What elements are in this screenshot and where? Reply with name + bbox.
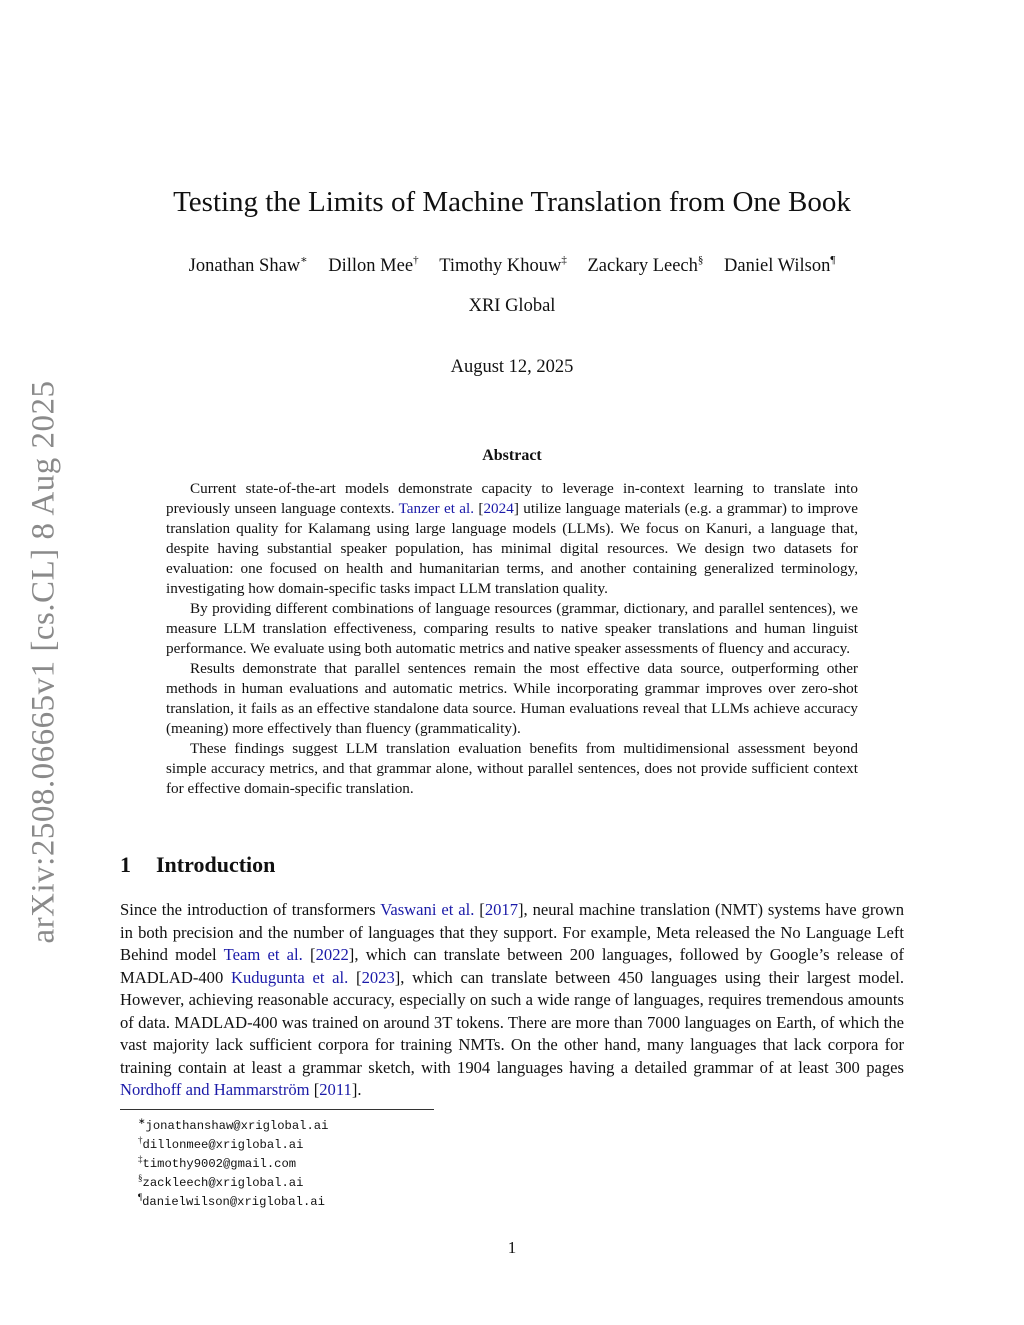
footnote-mark: †: [138, 1135, 143, 1145]
footnote-email: dillonmee@xriglobal.ai: [142, 1138, 304, 1152]
abstract-paragraph: [166, 479, 858, 599]
author-mark: †: [413, 254, 419, 266]
intro-text: Since the introduction of transformers: [120, 900, 381, 919]
author-mark: ¶: [830, 254, 836, 266]
section-heading: [120, 851, 275, 879]
author-name: Zackary Leech: [587, 256, 698, 276]
author: [439, 254, 567, 278]
footnote: [138, 1117, 328, 1136]
footnote-divider: [120, 1109, 434, 1110]
affiliation: XRI Global: [468, 296, 556, 316]
author: [189, 254, 308, 278]
arxiv-identifier: arXiv:2508.06665v1 [cs.CL] 8 Aug 2025: [25, 380, 62, 944]
intro-text: .: [357, 1080, 362, 1099]
abstract-paragraph: These findings suggest LLM translation evaluation benefits from multidimensional assessment beyond simple accuracy metrics, and that grammar alone, without parallel sentences, does not provide sufficient context for effective domain-specific translation.: [166, 740, 858, 797]
footnote: [138, 1193, 328, 1212]
citation-link-tanzer[interactable]: Tanzer et al.: [398, 500, 475, 517]
footnotes: [138, 1117, 328, 1212]
footnote-email: zackleech@xriglobal.ai: [142, 1176, 304, 1190]
footnote-mark: §: [138, 1173, 143, 1183]
citation-link-vaswani[interactable]: Vaswani et al.: [380, 900, 475, 919]
footnote-mark: ‡: [138, 1154, 143, 1164]
author-name: Jonathan Shaw: [188, 256, 301, 276]
abstract-paragraph: Results demonstrate that parallel sentences remain the most effective data source, outperforming other methods in human evaluations and automatic metrics. While incorporating grammar improves over zero-shot translation, it fails as an effective standalone data source. Human evaluations reveal that LLMs achieve accuracy (meaning) more effectively than fluency (grammaticality).: [166, 660, 858, 737]
footnote: [138, 1155, 328, 1174]
footnote-email: jonathanshaw@xriglobal.ai: [145, 1119, 329, 1133]
abstract-text: Current state-of-the-art models demonstrate capacity to leverage in-context learning to translate into previously unseen language contexts.: [166, 480, 858, 517]
citation-year-link[interactable]: 2011: [319, 1080, 352, 1099]
citation-link-team[interactable]: Team et al.: [223, 945, 303, 964]
footnote-mark: ∗: [138, 1116, 146, 1126]
author-list: [0, 254, 1024, 278]
intro-text: , which can translate between 200 languages, followed by Google’s release of MADLAD-400: [120, 945, 904, 987]
paper-title: Testing the Limits of Machine Translation from One Book: [173, 186, 851, 218]
intro-paragraph: Since the introduction of transformers Vaswani et al. [2017], neural machine translation (NMT) systems have grown in both precision and the number of languages that they support. For example, Meta released the No Language Left Behind model Team et al. [2022], which can translate between 200 languages, followed by Google’s release of MADLAD-400 Kudugunta et al. [2023], which can translate between 450 languages using their largest model. However, achieving reasonable accuracy, especially on such a wide range of languages, requires tremendous amounts of data. MADLAD-400 was trained on around 3T tokens. There are more than 7000 languages on Earth, of which the vast majority lack sufficient corpora for training NMTs. On the other hand, many languages that lack corpora for training contain at least a grammar sketch, with 1904 languages having a detailed grammar of at least 300 pages Nordhoff and Hammarström [2011].: [120, 900, 904, 1099]
author: [724, 254, 835, 278]
author-mark: ‡: [561, 254, 567, 266]
section-number: 1: [120, 852, 131, 877]
footnote: [138, 1136, 328, 1155]
abstract-heading: Abstract: [482, 447, 542, 464]
intro-text: , neural machine translation (NMT) systems have grown in both precision and the number of languages that they support. For example, Meta released the No Language Left Behind model: [120, 900, 904, 964]
abstract-text: utilize language materials (e.g. a grammar) to improve translation quality for Kalamang using large language models (LLMs). We focus on Kanuri, a language that, despite having substantial speaker population, has minimal digital resources. We design two datasets for evaluation: one focused on health and humanitarian terms, and another containing generalized terminology, investigating how domain-specific tasks impact LLM translation quality.: [166, 500, 859, 597]
citation-year-link[interactable]: 2023: [361, 967, 395, 987]
introduction-body: [120, 899, 904, 1102]
footnote-mark: ¶: [138, 1192, 143, 1202]
citation-link-nordhoff[interactable]: Nordhoff and Hammarström: [120, 1080, 310, 1099]
author-mark: §: [697, 254, 704, 266]
author: [328, 254, 418, 278]
footnote: [138, 1174, 328, 1193]
page-number: 1: [507, 1238, 517, 1257]
citation-bracket: ]: [513, 500, 519, 517]
author: [587, 254, 703, 278]
intro-text: , which can translate between 450 languages using their largest model. However, achieving reasonable accuracy, especially on such a wide range of languages, requires tremendous amounts of data. MADLAD-400 was trained on around 3T tokens. There are more than 7000 languages on Earth, of which the vast majority lack sufficient corpora for training NMTs. On the other hand, many languages that lack corpora for training contain at least a grammar sketch, with 1904 languages having a detailed grammar of at least 300 pages: [120, 967, 904, 1077]
author-name: Timothy Khouw: [439, 256, 562, 276]
author-name: Daniel Wilson: [724, 256, 831, 276]
citation-bracket: [: [474, 500, 484, 517]
abstract-body: [166, 479, 858, 799]
footnote-email: danielwilson@xriglobal.ai: [142, 1195, 325, 1209]
abstract-paragraph: By providing different combinations of language resources (grammar, dictionary, and parallel sentences), we measure LLM translation effectiveness, comparing results to native speaker translations and human linguist performance. We evaluate using both automatic metrics and native speaker assessments of fluency and accuracy.: [166, 600, 858, 657]
author-mark: ∗: [300, 254, 308, 266]
citation-link-kudugunta[interactable]: Kudugunta et al.: [230, 967, 349, 987]
citation-year-link[interactable]: 2022: [315, 945, 349, 964]
citation-year-link[interactable]: 2017: [484, 900, 518, 919]
author-name: Dillon Mee: [328, 256, 414, 276]
section-title: Introduction: [156, 852, 276, 877]
footnote-email: timothy9002@gmail.com: [142, 1157, 297, 1171]
publication-date: August 12, 2025: [450, 357, 574, 377]
citation-year-link[interactable]: 2024: [483, 500, 514, 517]
